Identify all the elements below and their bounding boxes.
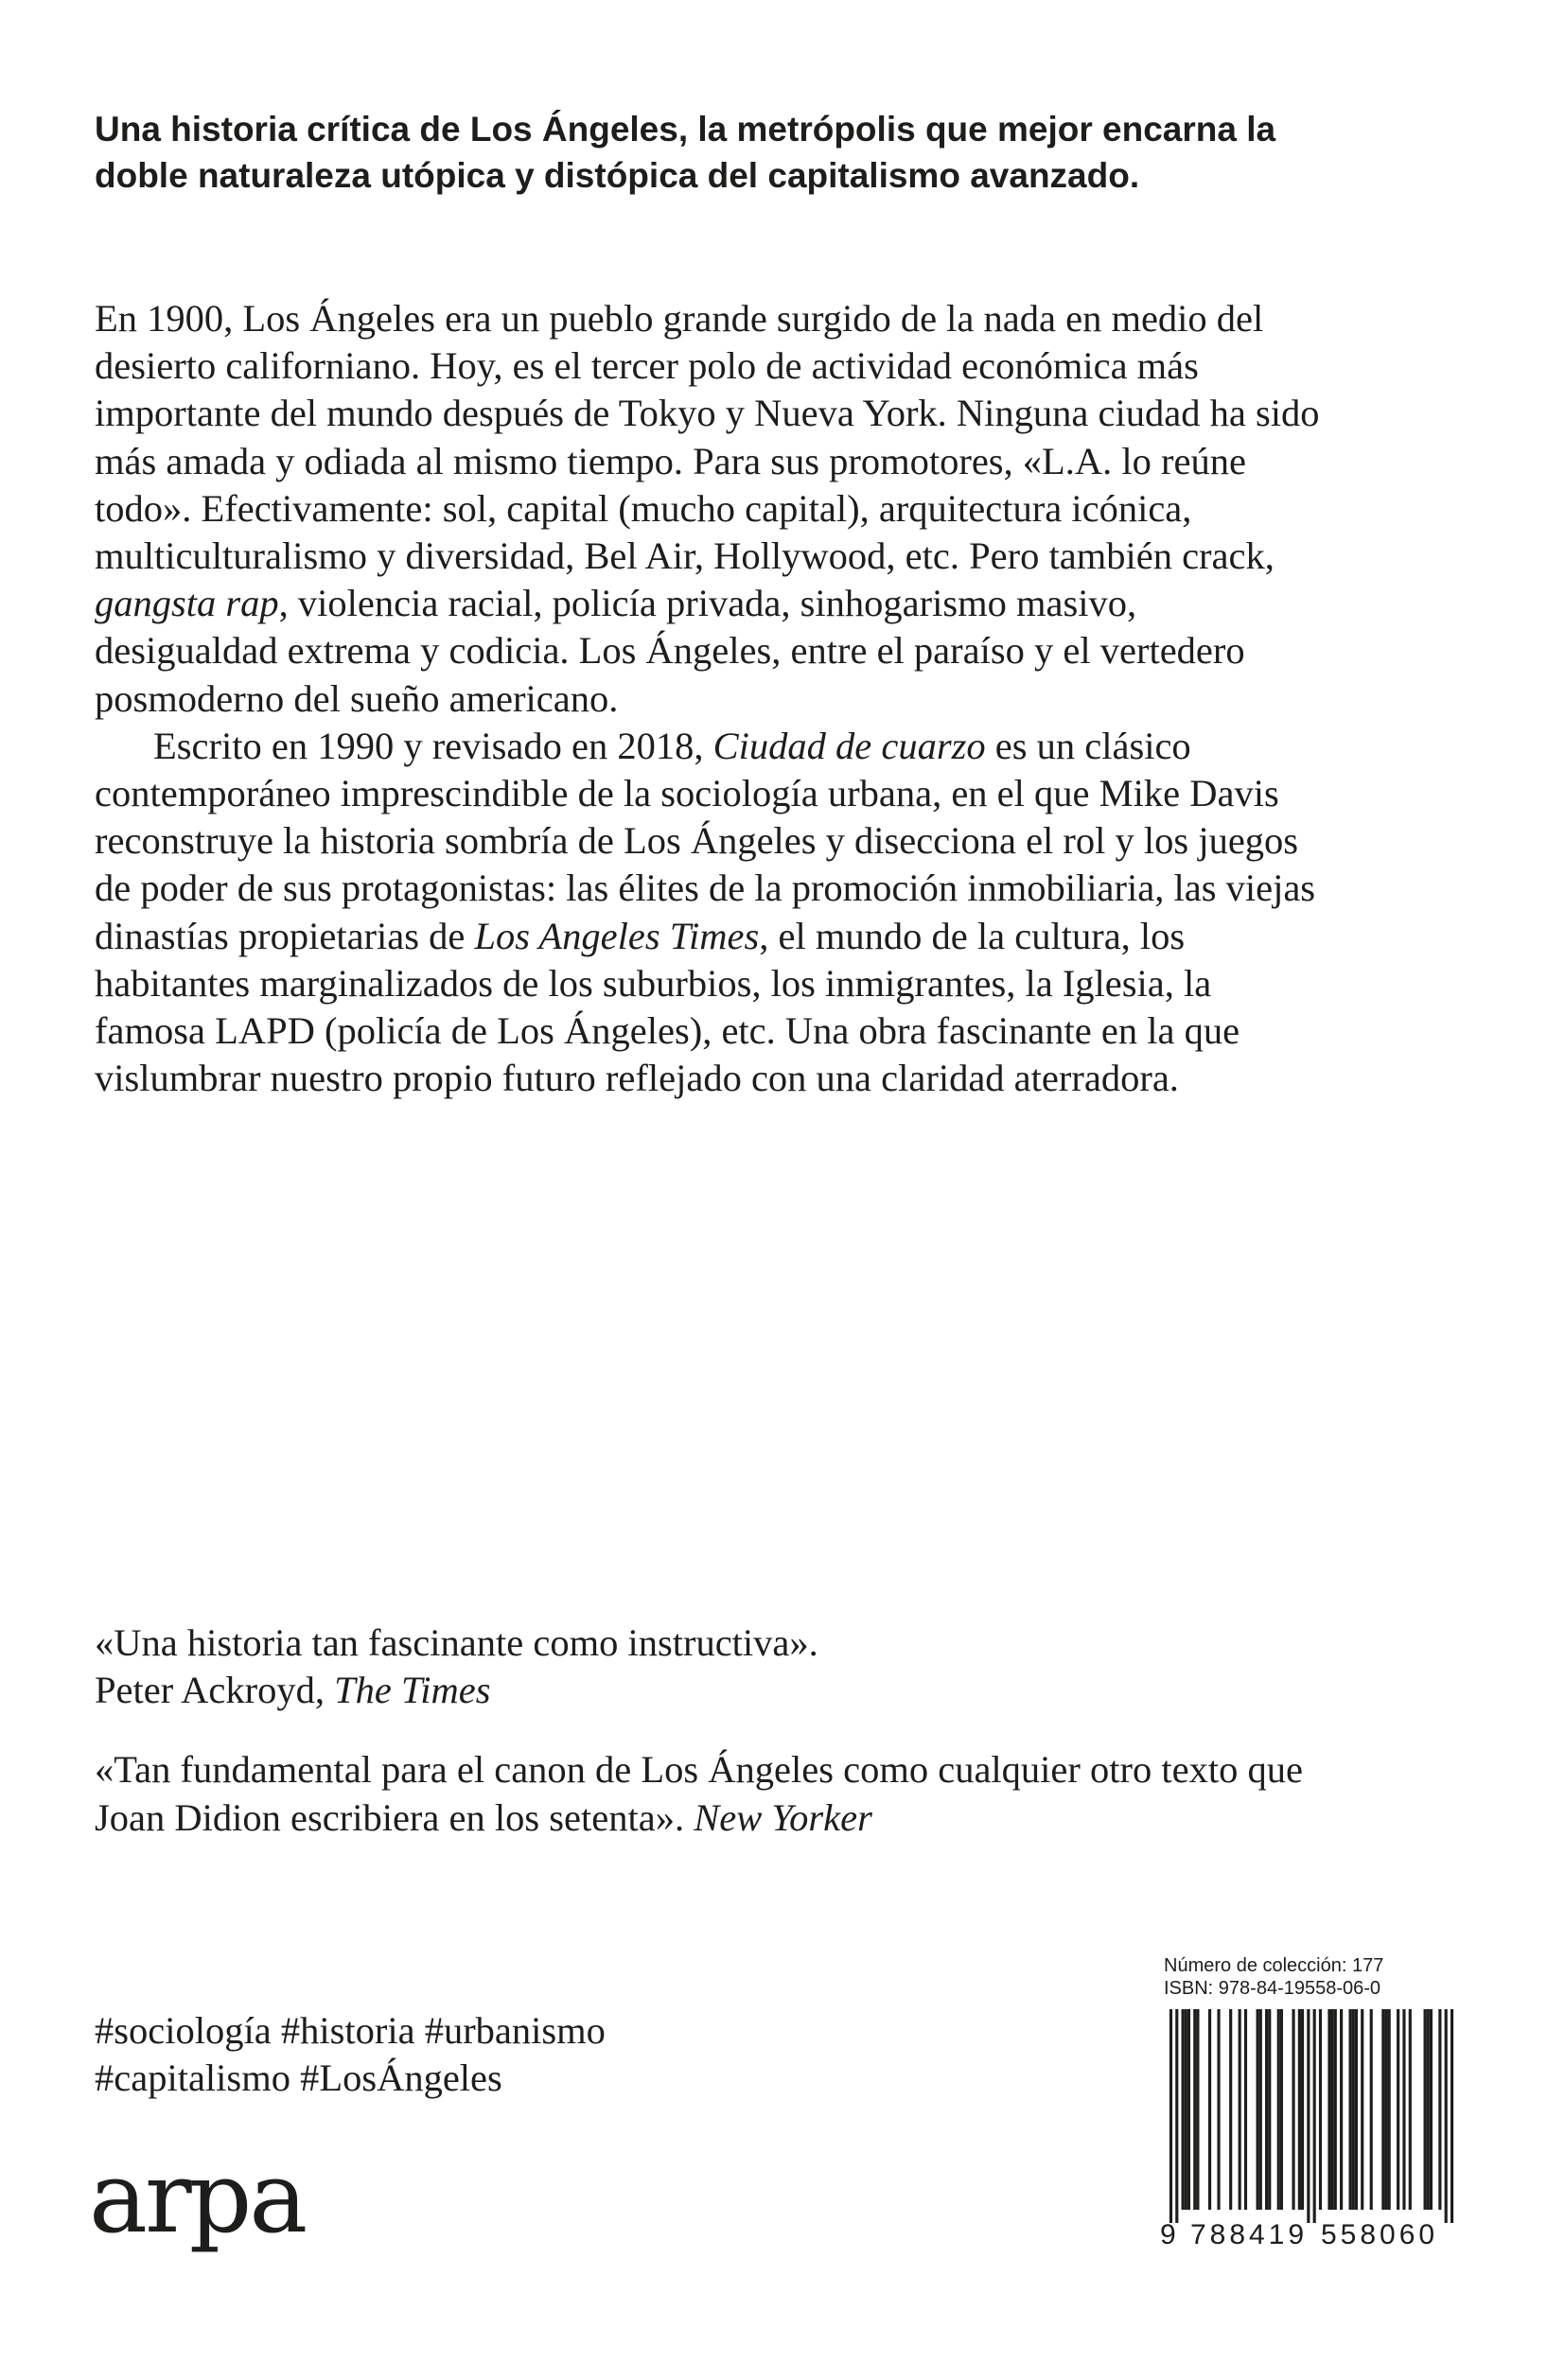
barcode-bar — [1268, 2009, 1271, 2210]
barcode-bar — [1239, 2009, 1241, 2210]
tagline: Una historia crítica de Los Ángeles, la metrópolis que mejor encarna la doble naturaleza utópica y distópica del capitalismo avanzado. — [95, 110, 1276, 195]
barcode-bar — [1259, 2009, 1262, 2210]
barcode-bar — [1361, 2009, 1363, 2210]
barcode-bar — [1196, 2009, 1199, 2210]
barcode-icon — [1162, 2009, 1461, 2223]
barcode-bar — [1430, 2009, 1433, 2210]
newspaper-title: Los Angeles Times — [474, 914, 760, 957]
publisher-logo: arpa — [89, 2140, 306, 2255]
barcode-bar — [1427, 2009, 1430, 2210]
paragraph-1-text-c: , violencia racial, policía privada, sinhogarismo masivo, desigualdad extrema y codicia. Los Ángeles, entre el paraíso y el vertedero posmoderno del sueño americano. — [95, 582, 1245, 720]
barcode-bar — [1451, 2009, 1453, 2223]
review-quotes — [95, 1619, 1325, 1842]
barcode-bar — [1301, 2009, 1304, 2210]
hashtags-line-1: #sociología #historia #urbanismo — [95, 2009, 606, 2052]
barcode-bar — [1349, 2009, 1352, 2210]
synopsis-paragraph-2 — [95, 723, 1325, 1103]
barcode-bar — [1208, 2009, 1211, 2210]
paragraph-1-italic: gangsta rap — [95, 582, 279, 625]
book-title: Ciudad de cuarzo — [712, 724, 986, 767]
barcode-bar — [1331, 2009, 1334, 2210]
isbn-text: ISBN: 978-84-19558-06-0 — [1164, 1978, 1381, 1999]
paragraph-2-text-e: , el mundo de la cultura, los habitantes marginalizados de los suburbios, los inmigrantes, la Iglesia, la famosa LAPD (policía de Los Ángeles), etc. Una obra fascinante en la que vislumbrar nuestro propio futuro reflejado con una claridad aterradora. — [95, 914, 1240, 1100]
barcode-bar — [1409, 2009, 1412, 2210]
quote-1-text: «Una historia tan fascinante como instructiva». — [95, 1621, 818, 1664]
barcode-bar — [1193, 2009, 1196, 2210]
paragraph-1-text-a: En 1900, Los Ángeles era un pueblo grande surgido de la nada en medio del desierto californiano. Hoy, es el tercer polo de actividad económica más importante del mundo después de Tokyo y Nueva York. Ninguna ciudad ha sido más amada y odiada al mismo tiempo. Para sus promotores, «L.A. lo reúne todo». Efectivamente: sol, capital (mucho capital), arquitectura icónica, multiculturalismo y diversidad, Bel Air, Hollywood, etc. Pero también crack, — [95, 297, 1320, 578]
barcode-bar — [1175, 2009, 1178, 2223]
barcode-bar — [1298, 2009, 1301, 2210]
barcode-bar — [1217, 2009, 1220, 2210]
quote-1-source: The Times — [334, 1669, 491, 1712]
barcode-bar — [1402, 2009, 1405, 2210]
barcode-bar — [1319, 2009, 1322, 2210]
barcode-bar — [1352, 2009, 1355, 2210]
barcode-bar — [1370, 2009, 1373, 2210]
quote-1 — [95, 1619, 1325, 1714]
barcode-bar — [1397, 2009, 1399, 2210]
paragraph-2-text-c: es un clásico contemporáneo imprescindible de la sociología urbana, en el que Mike Davis reconstruye la historia sombría de Los Ángeles y disecciona el rol y los juegos de poder de sus protagonistas: las élites de la promoción inmobiliaria, las viejas dinastías propietarias de — [95, 724, 1316, 957]
barcode-bar — [1280, 2009, 1283, 2210]
barcode-block — [1152, 1947, 1470, 2274]
barcode-bar — [1381, 2009, 1384, 2210]
barcode-bar — [1182, 2009, 1185, 2210]
hashtags-line-2: #capitalismo #LosÁngeles — [95, 2056, 502, 2100]
collection-number: Número de colección: 177 — [1164, 1955, 1384, 1976]
barcode-bar — [1187, 2009, 1190, 2210]
barcode-bar — [1229, 2009, 1232, 2210]
barcode-bar — [1438, 2009, 1441, 2210]
barcode-bar — [1384, 2009, 1387, 2210]
barcode-bar — [1265, 2009, 1268, 2210]
barcode-bar — [1169, 2009, 1172, 2223]
barcode-bar — [1328, 2009, 1330, 2210]
barcode-digits-left: 788419 — [1190, 2219, 1309, 2250]
synopsis-paragraph-1 — [95, 295, 1325, 723]
quote-2-text: «Tan fundamental para el canon de Los Ángeles como cualquier otro texto que Joan Didion escribiera en los setenta». — [95, 1748, 1303, 1839]
barcode-bar — [1424, 2009, 1427, 2210]
barcode-bar — [1307, 2009, 1310, 2223]
barcode-meta — [1164, 1954, 1383, 2000]
paragraph-2-text-a: Escrito en 1990 y revisado en 2018, — [153, 724, 713, 767]
barcode-bar — [1334, 2009, 1337, 2210]
quote-2-source: New Yorker — [694, 1795, 872, 1839]
barcode-bar — [1292, 2009, 1294, 2210]
quote-2 — [95, 1746, 1325, 1841]
synopsis — [95, 295, 1325, 1102]
barcode-bar — [1355, 2009, 1358, 2210]
barcode-bar — [1388, 2009, 1391, 2210]
barcode-digit-first: 9 — [1160, 2219, 1180, 2250]
barcode-bar — [1244, 2009, 1247, 2210]
barcode-bar — [1313, 2009, 1316, 2223]
barcode-digits-right: 558060 — [1321, 2219, 1439, 2250]
quote-1-author: Peter Ackroyd, — [95, 1669, 335, 1712]
barcode-bar — [1340, 2009, 1343, 2210]
hashtags — [95, 2007, 946, 2102]
barcode-bar — [1277, 2009, 1280, 2210]
barcode-bar — [1185, 2009, 1187, 2210]
barcode-bar — [1257, 2009, 1259, 2210]
barcode-bar — [1445, 2009, 1448, 2223]
